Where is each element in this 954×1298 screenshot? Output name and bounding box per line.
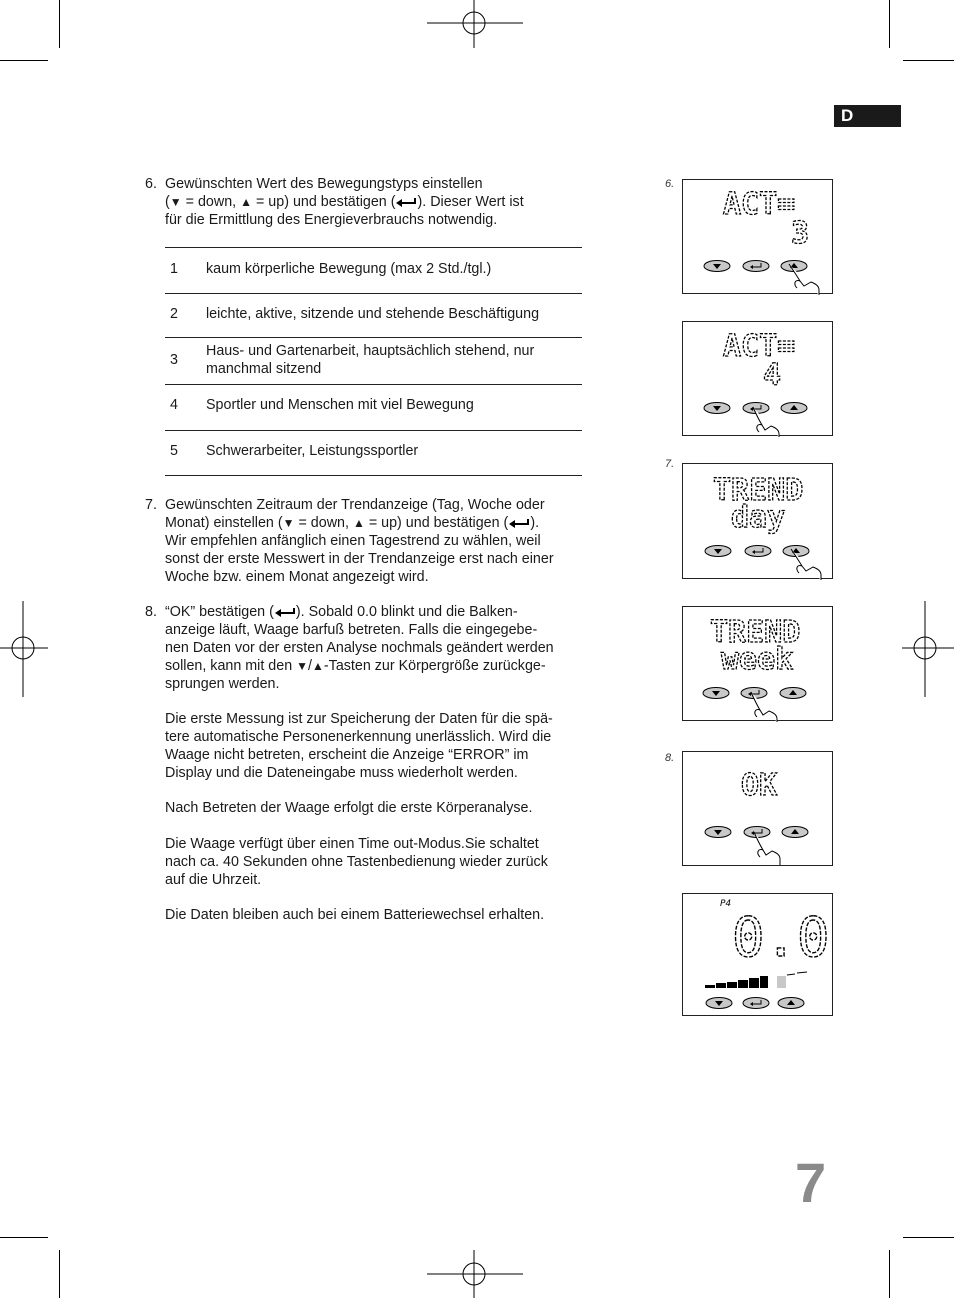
language-tab: D (834, 105, 901, 127)
down-arrow-icon: ▼ (169, 195, 182, 209)
enter-icon (508, 518, 530, 528)
crop-mark (889, 1250, 890, 1298)
display-ok (682, 751, 833, 866)
figure-label-7: 7. (665, 458, 675, 470)
display-act-3 (682, 179, 833, 294)
button-down (703, 688, 729, 699)
display-line-2: 4 (763, 358, 782, 393)
table-row: 1 kaum körperliche Bewegung (max 2 Std./tgl.) (165, 247, 582, 294)
button-up (778, 998, 804, 1009)
button-enter (743, 998, 769, 1009)
paragraph-first-measurement: Die erste Messung ist zur Speicherung der Daten für die spä- tere automatische Personenerkennung unerlässlich. Wird die Waage nicht betreten, erscheint die Anzeige “ERROR” im Display und die Dateneingabe muss wiederholt werden. (165, 711, 553, 781)
crop-mark (889, 0, 890, 48)
step-number: 6. (145, 176, 157, 192)
table-row: 5 Schwerarbeiter, Leistungssportler (165, 430, 582, 476)
display-line-1: ACT= (723, 187, 796, 222)
page-number: 7 (795, 1151, 827, 1214)
crop-mark (0, 1237, 48, 1238)
display-weight (682, 893, 833, 1016)
crop-mark (903, 60, 954, 61)
up-arrow-icon: ▲ (312, 659, 324, 673)
registration-mark-top (427, 0, 523, 48)
weight-value: 0.0 (732, 906, 830, 969)
button-up (780, 688, 806, 699)
display-line-1: TREND (713, 473, 804, 508)
registration-mark-left (0, 601, 48, 697)
display-ok-text: OK (741, 768, 778, 803)
paragraph-after-step: Nach Betreten der Waage erfolgt die erste Körperanalyse. (165, 800, 533, 816)
button-up (781, 403, 807, 414)
progress-bar-graph (705, 972, 807, 988)
paragraph-timeout: Die Waage verfügt über einen Time out-Modus.Sie schaltet nach ca. 40 Sekunden ohne Tastenbedienung wieder zurück auf die Uhrzeit. (165, 836, 548, 888)
table-row: 2 leichte, aktive, sitzende und stehende Beschäftigung (165, 293, 582, 338)
button-enter (745, 546, 771, 557)
display-line-2: 3 (791, 216, 810, 251)
step-number: 7. (145, 497, 157, 513)
figure-label-6: 6. (665, 178, 675, 190)
step-6: 6. Gewünschten Wert des Bewegungstyps einstellen (▼ = down, ▲ = up) und bestätigen ( ). Dieser Wert ist für die Ermittlung des Energieverbrauchs notwendig. (145, 176, 524, 228)
figure-label-8: 8. (665, 752, 675, 764)
crop-mark (0, 60, 48, 61)
crop-mark (903, 1237, 954, 1238)
registration-mark-bottom (427, 1250, 523, 1298)
display-line-2: day (731, 500, 786, 535)
table-row: 4 Sportler und Menschen mit viel Bewegung (165, 384, 582, 431)
user-indicator: P4 (720, 899, 732, 909)
button-down (705, 546, 731, 557)
display-line-1: TREND (710, 615, 801, 650)
crop-mark (59, 0, 60, 48)
button-down (705, 827, 731, 838)
step-text: Gewünschten Wert des Bewegungstyps einstellen (165, 176, 483, 192)
step-7: 7. Gewünschten Zeitraum der Trendanzeige (Tag, Woche oder Monat) einstellen (▼ = down, ▲ = up) und bestätigen ( ). Wir empfehlen anfänglich einen Tagestrend zu wählen, weil sonst der erste Messwert in der Trendanzeige erst nach einer Woche bzw. einem Monat angezeigt wird. (145, 497, 554, 585)
registration-mark-right (902, 601, 954, 697)
display-act-4 (682, 321, 833, 436)
display-line-1: ACT= (723, 329, 796, 364)
paragraph-battery: Die Daten bleiben auch bei einem Batteriewechsel erhalten. (165, 907, 545, 923)
display-line-2: week (721, 642, 794, 677)
crop-mark (59, 1250, 60, 1298)
enter-icon (274, 607, 296, 617)
button-up (782, 827, 808, 838)
step-8: 8. “OK” bestätigen ( ). Sobald 0.0 blinkt und die Balken- anzeige läuft, Waage barfuß betreten. Falls die eingegebe- nen Daten vor der ersten Analyse nochmals geändert werden sollen, kann mit den ▼/▲-Tasten zur Körpergröße zurückge- sprungen werden. (145, 604, 554, 692)
down-arrow-icon: ▼ (282, 516, 295, 530)
display-trend-week (682, 606, 833, 721)
button-down (706, 998, 732, 1009)
step-number: 8. (145, 604, 157, 620)
button-enter (743, 261, 769, 272)
up-arrow-icon: ▲ (352, 516, 365, 530)
down-arrow-icon: ▼ (296, 659, 309, 673)
table-bottom-rule (165, 475, 582, 476)
table-row: 3 Haus- und Gartenarbeit, hauptsächlich stehend, nur manchmal sitzend (165, 337, 582, 385)
step-text: für die Ermittlung des Energieverbrauchs notwendig. (165, 212, 498, 228)
button-down (704, 403, 730, 414)
display-trend-day (682, 463, 833, 579)
button-down (704, 261, 730, 272)
up-arrow-icon: ▲ (240, 195, 252, 209)
enter-icon (395, 197, 417, 207)
